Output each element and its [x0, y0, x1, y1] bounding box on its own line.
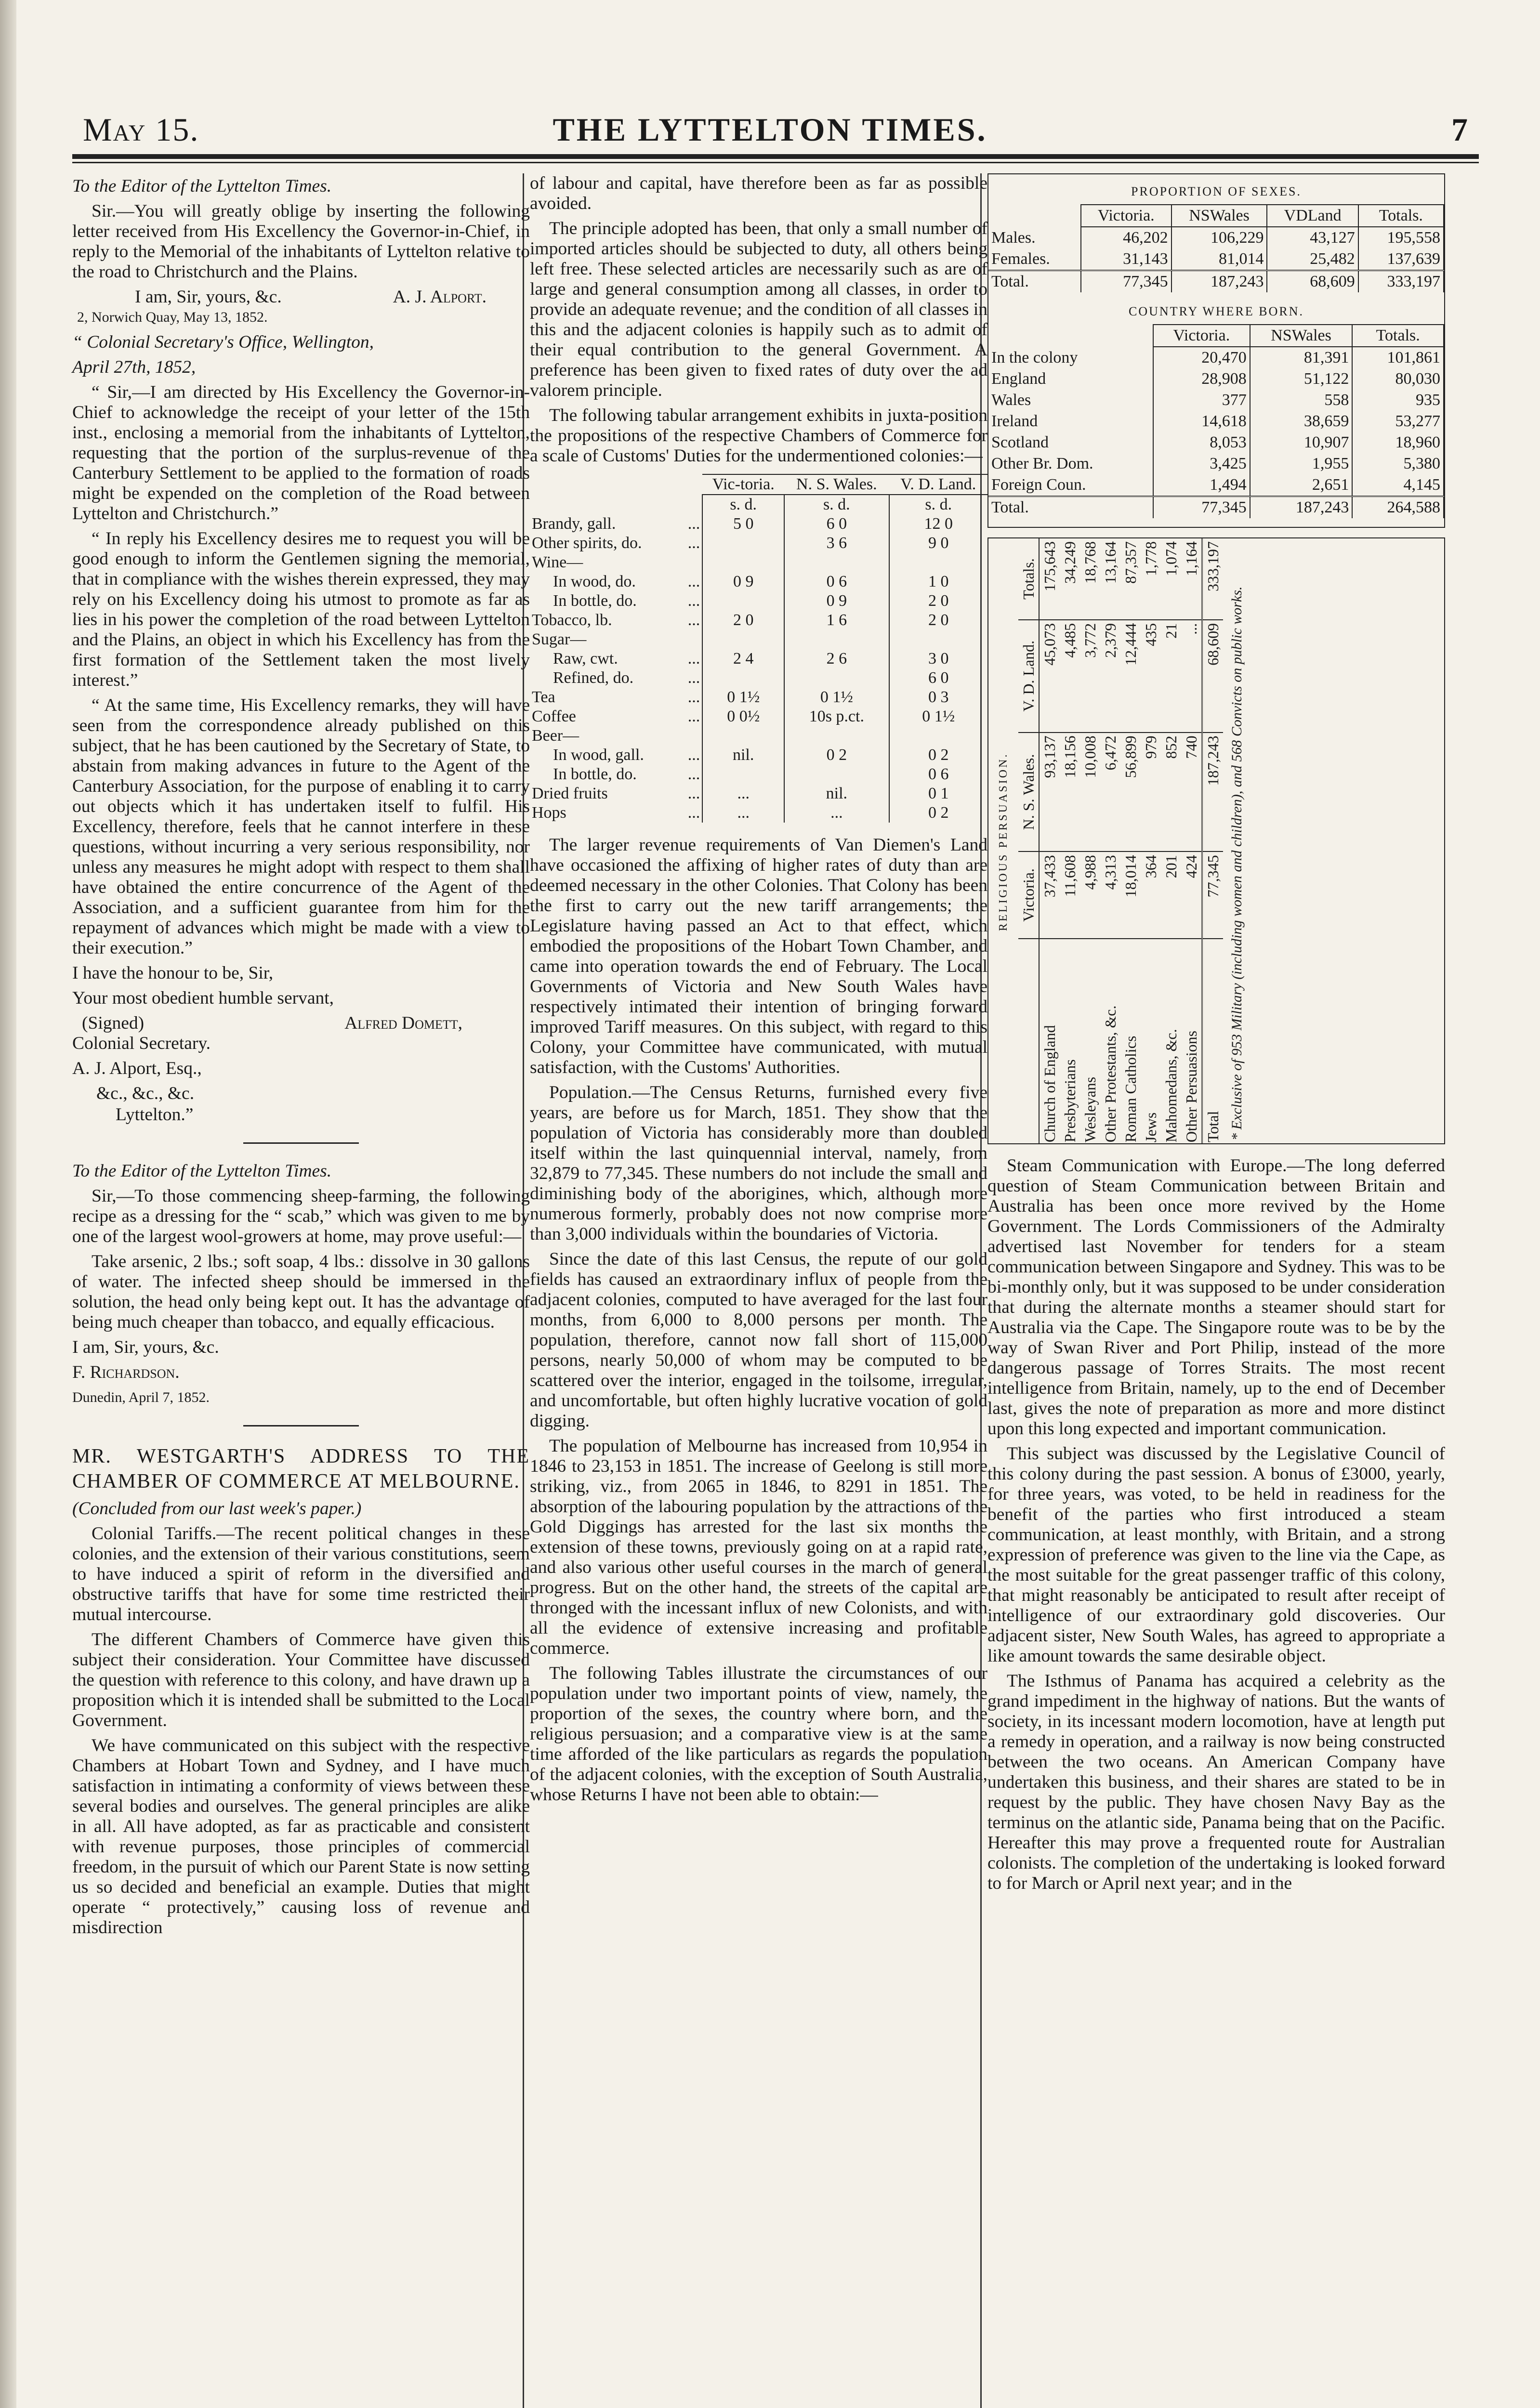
tariff-row: [530, 765, 987, 784]
tariff-value: [702, 553, 784, 572]
row-value: 31,143: [1081, 249, 1171, 271]
total-label: Total: [1202, 939, 1224, 1144]
leader-dots: ...: [687, 611, 700, 629]
tariff-value: [784, 668, 889, 688]
tariff-value: 2 0: [889, 611, 987, 630]
letter1-closing: I am, Sir, yours, &c.: [135, 287, 282, 307]
row-value: 137,639: [1358, 249, 1444, 271]
table-row: [1060, 538, 1080, 1144]
row-value: 43,127: [1267, 227, 1358, 249]
tariff-value: 2 6: [784, 649, 889, 668]
tariff-value: 2 0: [702, 611, 784, 630]
row-value: 10,008: [1080, 733, 1100, 852]
article-para: of labour and capital, have therefore been as far as possible avoided.: [530, 173, 987, 213]
row-label: In the colony: [988, 347, 1153, 368]
row-value: 12,444: [1120, 620, 1141, 733]
article-para: The larger revenue requirements of Van Diemen's Land have occasioned the affixing of higher rates of duty than are deemed necessary in the other Colonies. That Colony has been the first to carry out the new tariff arrangements; the Legislature having passed an Act to that effect, which embodied the propositions of the Hobart Town Chamber, and came into operation towards the end of February. The Local Governments of Victoria and New South Wales have respectively intimated their intention of bringing forward improved Tariff measures. On this subject, with regard to this Colony, your Committee have communicated, with mutual satisfaction, with the Customs' Authorities.: [530, 835, 987, 1077]
row-value: 4,145: [1352, 474, 1444, 497]
tariff-value: [889, 553, 987, 572]
religion-body: [1039, 538, 1223, 1144]
row-value: 852: [1161, 733, 1181, 852]
row-value: 1,955: [1250, 453, 1353, 474]
tariff-unit: s. d.: [784, 495, 889, 514]
row-value: 5,380: [1352, 453, 1444, 474]
total-row: [988, 271, 1444, 293]
leader-dots: ...: [687, 746, 700, 764]
letter1-para: “ At the same time, His Excellency remarks, they will have seen from the correspondence already published on this subject, that he has been cautioned by the Secretary of State, to abstain from making advances in future to the Agent of the Canterbury Association, for the purpose of enabling it to carry out objects which it has undertaken itself to fulfil. His Excellency, therefore, feels that he cannot interfere in these questions, without incurring a very serious responsibility, nor unless any measures he might adopt with respect to them shall have obtained the entire concurrence of the Agent of the Association, and a sufficient guarantee from him for the repayment of advances which might be made with a view to their execution.”: [72, 695, 530, 958]
sexes-body: [988, 227, 1444, 292]
binding-edge: [0, 0, 16, 2408]
article-para: The following tabular arrangement exhibits in juxta-position the propositions of the respective Chambers of Commerce for a scale of Customs' Duties for the undermentioned colonies:—: [530, 406, 987, 466]
row-label: Other Br. Dom.: [988, 453, 1153, 474]
row-label: Wales: [988, 390, 1153, 411]
tariff-value: ...: [702, 803, 784, 823]
row-value: 3,425: [1153, 453, 1250, 474]
tariff-unit: s. d.: [889, 495, 987, 514]
religion-header: N. S. Wales.: [1018, 733, 1039, 852]
row-label: Foreign Coun.: [988, 474, 1153, 497]
tariff-item: Hops: [532, 804, 566, 822]
row-label: Males.: [988, 227, 1081, 249]
row-label: Females.: [988, 249, 1081, 271]
tariff-value: 2 0: [889, 591, 987, 611]
row-value: 1,164: [1181, 538, 1202, 620]
row-value: 6,472: [1100, 733, 1120, 852]
row-value: 28,908: [1153, 368, 1250, 390]
tariff-row: [530, 591, 987, 611]
row-value: 2,651: [1250, 474, 1353, 497]
tariff-item: In bottle, do.: [553, 592, 637, 610]
table-row: [988, 249, 1444, 271]
tariff-value: [702, 591, 784, 611]
article-para: Population.—The Census Returns, furnished every five years, are before us for March, 1851. They show that the population of Victoria has considerably more than doubled itself within the last quinquennial interval, namely, from 32,879 to 77,345. These numbers do not include the small and diminishing body of the aborigines, which, although more numerous formerly, probably does not now comprise more than 3,000 individuals within the boundaries of Victoria.: [530, 1083, 987, 1244]
column-3: [987, 173, 1445, 1898]
leader-dots: [673, 630, 702, 649]
born-body: [988, 347, 1444, 518]
row-label: Other Protestants, &c.: [1102, 1005, 1119, 1142]
row-value: 4,313: [1100, 851, 1120, 938]
tariff-value: 9 0: [889, 534, 987, 553]
tariff-value: [784, 630, 889, 649]
row-value: 11,608: [1060, 851, 1080, 938]
total-row: [1202, 538, 1224, 1144]
letter1-address: 2, Norwich Quay, May 13, 1852.: [77, 309, 268, 325]
born-header: Totals.: [1352, 325, 1444, 347]
row-value: 45,073: [1039, 620, 1060, 733]
table-row: [988, 432, 1444, 453]
religion-caption: RELIGIOUS PERSUASION.: [997, 752, 1010, 931]
letter1-signature: A. J. Alport.: [393, 287, 487, 307]
tariff-value: 0 6: [889, 765, 987, 784]
letter2-para: Take arsenic, 2 lbs.; soft soap, 4 lbs.: dissolve in 30 gallons of water. The infected sheep should be immersed in the solution, the head only being kept out. It has the advantage of being much cheaper than tobacco, and equally efficacious.: [72, 1252, 530, 1332]
tariff-row: [530, 611, 987, 630]
tariff-item: Beer—: [532, 727, 579, 745]
religion-header: Victoria.: [1018, 851, 1039, 938]
tariff-item: Tobacco, lb.: [532, 611, 612, 629]
office-line2: April 27th, 1852,: [72, 357, 196, 377]
row-value: 377: [1153, 390, 1250, 411]
born-header: Victoria.: [1153, 325, 1250, 347]
tariff-value: 1 0: [889, 572, 987, 591]
table-row: [1141, 538, 1161, 1144]
tariff-row: [530, 707, 987, 726]
tariff-value: 0 1: [889, 784, 987, 803]
letter1-para: “ Sir,—I am directed by His Excellency the Governor-in-Chief to acknowledge the receipt of your letter of the 15th inst., enclosing a memorial from the inhabitants of Lyttelton, requesting that the portion of the surplus-revenue of the Canterbury Settlement to be applied to the formation of roads might be expended on the completion of the Road between Lyttelton and Christchurch.”: [72, 382, 530, 523]
row-value: 18,156: [1060, 733, 1080, 852]
row-label: Wesleyans: [1081, 1076, 1099, 1142]
born-caption: COUNTRY WHERE BORN.: [1129, 304, 1304, 318]
row-value: 38,659: [1250, 411, 1353, 432]
row-value: 87,357: [1120, 538, 1141, 620]
tariff-value: 0 9: [702, 572, 784, 591]
row-value: 195,558: [1358, 227, 1444, 249]
row-value: 364: [1141, 851, 1161, 938]
row-value: 21: [1161, 620, 1181, 733]
article-para: The population of Melbourne has increased from 10,954 in 1846 to 23,153 in 1851. The increase of Geelong is still more striking, viz., from 2065 in 1846, to 8291 in 1851. The absorption of the labouring population by the attractions of the Gold Diggings has arrested for the last six months the extension of these towns, previously going on at a rapid rate, and also various other useful courses in the march of general progress. But on the other hand, the streets of the capital are thronged with the incessant influx of new Colonists, and with all the evidence of extensive increasing and profitable commerce.: [530, 1436, 987, 1658]
tariff-value: 0 0½: [702, 707, 784, 726]
leader-dots: ...: [687, 688, 700, 706]
total-value: 264,588: [1352, 497, 1444, 519]
letter1-signer-title: Colonial Secretary.: [72, 1034, 211, 1053]
tariff-item: Refined, do.: [553, 669, 634, 687]
row-value: 740: [1181, 733, 1202, 852]
article-para: The principle adopted has been, that only a small number of imported articles should be subjected to duty, all others being left free. These selected articles are necessarily such as are of large and general consumption among all classes, in order to provide an adequate revenue; and the condition of all classes in this and the adjacent colonies is happily such as to admit of their equal contribution to the general Government. A preference has been given to fixed rates of duty over the ad valorem principle.: [530, 219, 987, 400]
leader-dots: [673, 726, 702, 746]
row-value: 25,482: [1267, 249, 1358, 271]
row-value: 106,229: [1171, 227, 1267, 249]
table-row: [1181, 538, 1202, 1144]
row-label: Jews: [1142, 1112, 1159, 1142]
row-value: 3,772: [1080, 620, 1100, 733]
tariff-value: 10s p.ct.: [784, 707, 889, 726]
row-value: 1,494: [1153, 474, 1250, 497]
letter1-para: Sir.—You will greatly oblige by inserting the following letter received from His Excellency the Governor-in-Chief, in reply to the Memorial of the inhabitants of Lyttelton relative to the road to Christchurch and the Plains.: [72, 201, 530, 282]
row-value: 93,137: [1039, 733, 1060, 852]
tariff-value: [784, 553, 889, 572]
letter1-signed: (Signed): [82, 1013, 145, 1033]
religion-header: Totals.: [1018, 538, 1039, 620]
tariff-value: 5 0: [702, 514, 784, 534]
tariff-header: V. D. Land.: [889, 474, 987, 495]
tariff-value: [702, 630, 784, 649]
tariff-value: 0 2: [784, 746, 889, 765]
total-value: 333,197: [1358, 271, 1444, 293]
tariff-row: [530, 572, 987, 591]
article-para: This subject was discussed by the Legislative Council of this colony during the past session. A bonus of £3000, yearly, for three years, was voted, to be held in readiness for the benefit of the parties who first introduced a steam communication, at least monthly, with Britain, and a strong expression of preference was given to the line via the Cape, as the most suitable for the great passenger traffic of this colony, that might reasonably be anticipated to result after receipt of intelligence of our extraordinary gold discoveries. Our adjacent sister, New South Wales, has agreed to appropriate a like amount towards the same desirable object.: [987, 1444, 1445, 1666]
row-value: 2,379: [1100, 620, 1120, 733]
row-value: 8,053: [1153, 432, 1250, 453]
row-value: ...: [1181, 620, 1202, 733]
row-value: 175,643: [1039, 538, 1060, 620]
total-value: 77,345: [1081, 271, 1171, 293]
tariff-item: Wine—: [532, 553, 583, 571]
total-value: 77,345: [1153, 497, 1250, 519]
tariff-value: 0 3: [889, 688, 987, 707]
leader-dots: ...: [687, 804, 700, 822]
total-label: Total.: [988, 497, 1153, 519]
tariff-value: [784, 726, 889, 746]
tariff-item: In bottle, do.: [553, 765, 637, 783]
tariff-row: [530, 746, 987, 765]
letter1-honour: I have the honour to be, Sir,: [72, 963, 274, 983]
tariff-value: [702, 765, 784, 784]
row-value: 10,907: [1250, 432, 1353, 453]
tariff-row: [530, 803, 987, 823]
religion-table-frame: [987, 537, 1445, 1144]
tariff-value: [702, 668, 784, 688]
tariff-value: 0 2: [889, 746, 987, 765]
masthead-date: May 15.: [83, 111, 199, 148]
tariff-value: [702, 534, 784, 553]
column-1: [72, 173, 530, 1943]
row-value: 46,202: [1081, 227, 1171, 249]
tariff-item: Tea: [532, 688, 555, 706]
row-value: 18,960: [1352, 432, 1444, 453]
row-value: 56,899: [1120, 733, 1141, 852]
row-value: 1,778: [1141, 538, 1161, 620]
row-label: England: [988, 368, 1153, 390]
row-value: 201: [1161, 851, 1181, 938]
table-row: [988, 390, 1444, 411]
table-row: [1039, 538, 1060, 1144]
row-value: 979: [1141, 733, 1161, 852]
row-value: 101,861: [1352, 347, 1444, 368]
letter1-heading: To the Editor of the Lyttelton Times.: [72, 176, 332, 196]
tariff-value: [889, 630, 987, 649]
table-row: [988, 227, 1444, 249]
sexes-header: Victoria.: [1081, 205, 1171, 227]
tariff-item: Raw, cwt.: [553, 650, 618, 667]
row-label: Other Persuasions: [1183, 1031, 1200, 1142]
row-value: 20,470: [1153, 347, 1250, 368]
tariff-value: 0 1½: [784, 688, 889, 707]
table-row: [1161, 538, 1181, 1144]
letter2-signature: F. Richardson.: [72, 1362, 180, 1382]
tariff-item: Dried fruits: [532, 785, 608, 802]
letter2-para: Sir,—To those commencing sheep-farming, the following recipe as a dressing for the “ scab,” which was given to me by one of the largest wool-growers at home, may prove useful:—: [72, 1186, 530, 1246]
tariff-body: [530, 514, 987, 823]
tariff-value: ...: [702, 784, 784, 803]
tariff-value: [702, 726, 784, 746]
letter1-signer: Alfred Domett,: [344, 1013, 462, 1033]
article-para: We have communicated on this subject with the respective Chambers at Hobart Town and Sydney, and I have much satisfaction in intimating a conformity of views between these several bodies and ourselves. The general principles are alike in all. All have adopted, as far as practicable and consistent with revenue purposes, those principles of commercial freedom, in the pursuit of which our Parent State is now setting us so decided and beneficial an example. Duties that might operate “ protectively,” causing loss of revenue and misdirection: [72, 1736, 530, 1937]
article-para: The following Tables illustrate the circumstances of our population under two important points of view, namely, the proportion of the sexes, the country where born, and the religious persuasion; and a comparative view is at the same time afforded of the like particulars as regards the population of the adjacent colonies, with the exception of South Australia, whose Returns I have not been able to obtain:—: [530, 1663, 987, 1805]
row-value: 81,014: [1171, 249, 1267, 271]
tariff-item: Brandy, gall.: [532, 515, 616, 533]
letter1-para: “ In reply his Excellency desires me to request you will be good enough to inform the Gentlemen signing the memorial, that in compliance with the wishes therein expressed, they may rely on his Excellency doing his utmost to promote as far as lies in his power the completion of the road between Lyttelton and the Plains, an object in which his Excellency has from the first formation of the Settlement taken the most lively interest.”: [72, 529, 530, 690]
column-2: [530, 173, 987, 1810]
page-number: 7: [1451, 111, 1469, 148]
article-para: The Isthmus of Panama has acquired a celebrity as the grand impediment in the highway of nations. But the wants of society, in its incessant modern locomotion, have at length put a remedy in operation, and a railway is now being constructed between the two oceans. An American Company have undertaken this business, and their shares are stated to be in request by the public. They have chosen Navy Bay as the terminus on the atlantic side, Panama being that on the Pacific. Hereafter this may prove a frequented route for Australian colonists. The completion of the undertaking is looked forward to for March or April next year; and in the: [987, 1671, 1445, 1893]
total-value: 68,609: [1202, 620, 1224, 733]
row-value: 1,074: [1161, 538, 1181, 620]
row-value: 81,391: [1250, 347, 1353, 368]
sexes-caption: PROPORTION OF SEXES.: [1131, 184, 1302, 198]
tariff-row: [530, 726, 987, 746]
sexes-header: Totals.: [1358, 205, 1444, 227]
tariff-row: [530, 668, 987, 688]
born-header: NSWales: [1250, 325, 1353, 347]
article-subheading: (Concluded from our last week's paper.): [72, 1499, 362, 1518]
tariff-row: [530, 630, 987, 649]
tariff-item: In wood, gall.: [553, 746, 644, 764]
row-value: 14,618: [1153, 411, 1250, 432]
article-para: Steam Communication with Europe.—The long deferred question of Steam Communication between Britain and Australia has been once more revived by the Home Government. The Lords Commissioners of the Admiralty advertised last November for tenders for a steam communication between Singapore and Sydney. This was to be bi-monthly only, but it was supposed to be under consideration that during the alternate months a steamer should start for Australia via the Cape. The Singapore route was to be by the way of Swan River and Port Philip, instead of the more dangerous passage of Torres Straits. The most recent intelligence from Britain, namely, up to the end of December last, gives the note of preparation as more and more distinct upon this long expected and important communication.: [987, 1156, 1445, 1439]
total-label: Total.: [988, 271, 1081, 293]
tariff-item: Other spirits, do.: [532, 534, 642, 552]
tariff-value: nil.: [784, 784, 889, 803]
article-heading: MR. WESTGARTH'S ADDRESS TO THE CHAMBER OF COMMERCE AT MELBOURNE.: [72, 1445, 530, 1492]
row-label: Ireland: [988, 411, 1153, 432]
row-value: 34,249: [1060, 538, 1080, 620]
tariff-value: 0 1½: [889, 707, 987, 726]
section-divider: [243, 1425, 359, 1426]
tariff-row: [530, 534, 987, 553]
masthead-rule-thin: [72, 162, 1479, 163]
total-row: [988, 497, 1444, 519]
total-value: 68,609: [1267, 271, 1358, 293]
table-row: [988, 411, 1444, 432]
tariff-item: Coffee: [532, 707, 576, 725]
religion-note: * Exclusive of 953 Military (including women and children), and 568 Convicts on public works.: [1229, 586, 1245, 1140]
row-value: 4,988: [1080, 851, 1100, 938]
table-row: [988, 474, 1444, 497]
leader-dots: ...: [687, 765, 700, 783]
tariff-value: 6 0: [784, 514, 889, 534]
tariff-row: [530, 553, 987, 572]
row-value: 4,485: [1060, 620, 1080, 733]
tariff-value: nil.: [702, 746, 784, 765]
masthead-title: THE LYTTELTON TIMES.: [553, 111, 987, 148]
leader-dots: ...: [687, 515, 700, 533]
letter1-addr1: A. J. Alport, Esq.,: [72, 1059, 202, 1078]
tariff-value: 3 0: [889, 649, 987, 668]
leader-dots: ...: [687, 573, 700, 590]
row-value: 53,277: [1352, 411, 1444, 432]
tariff-table: [530, 474, 987, 823]
row-value: 37,433: [1039, 851, 1060, 938]
tariff-value: 6 0: [889, 668, 987, 688]
leader-dots: ...: [687, 785, 700, 802]
row-value: 435: [1141, 620, 1161, 733]
row-value: 18,768: [1080, 538, 1100, 620]
tariff-unit: s. d.: [702, 495, 784, 514]
row-value: 424: [1181, 851, 1202, 938]
sexes-header: NSWales: [1171, 205, 1267, 227]
tariff-item: In wood, do.: [553, 573, 636, 590]
tariff-value: 3 6: [784, 534, 889, 553]
row-label: Presbyterians: [1061, 1059, 1079, 1142]
table-row: [988, 453, 1444, 474]
tariff-value: 12 0: [889, 514, 987, 534]
row-value: 558: [1250, 390, 1353, 411]
tariff-value: 0 6: [784, 572, 889, 591]
table-row: [988, 368, 1444, 390]
letter1-signed-line: [72, 1013, 530, 1034]
table-row: [1100, 538, 1120, 1144]
letter2-closing: I am, Sir, yours, &c.: [72, 1337, 219, 1357]
leader-dots: ...: [687, 534, 700, 552]
tariff-value: 1 6: [784, 611, 889, 630]
letter1-signature-line: [72, 287, 530, 307]
letter1-addr2: &c., &c., &c.: [96, 1084, 195, 1103]
tariff-value: 0 1½: [702, 688, 784, 707]
row-value: 13,164: [1100, 538, 1120, 620]
sexes-header: VDLand: [1267, 205, 1358, 227]
row-label: Roman Catholics: [1122, 1035, 1139, 1142]
tariff-row: [530, 514, 987, 534]
leader-dots: ...: [687, 707, 700, 725]
section-divider: [243, 1142, 359, 1144]
letter1-servant: Your most obedient humble servant,: [72, 988, 334, 1008]
tariff-header: Vic-toria.: [702, 474, 784, 495]
tariff-header: N. S. Wales.: [784, 474, 889, 495]
leader-dots: ...: [687, 650, 700, 667]
total-value: 187,243: [1171, 271, 1267, 293]
total-value: 187,243: [1250, 497, 1353, 519]
row-value: 18,014: [1120, 851, 1141, 938]
article-para: Colonial Tariffs.—The recent political changes in these colonies, and the extension of their various constitutions, seem to have induced a spirit of reform in the diversified and obstructive tariffs that have for some time restricted their mutual intercourse.: [72, 1524, 530, 1624]
census-tables: [987, 173, 1445, 528]
article-para: Since the date of this last Census, the repute of our gold fields has caused an extraordinary influx of people from the adjacent colonies, computed to have averaged for the last four months, from 6,000 to 8,000 persons per month. The population, therefore, cannot now fall short of 115,000 persons, nearly 50,000 of whom may be computed to be scattered over the interior, engaged in the toilsome, irregular, and uncomfortable, but often highly lucrative vocation of gold digging.: [530, 1249, 987, 1431]
table-row: [1120, 538, 1141, 1144]
sexes-table: [988, 176, 1444, 292]
office-line1: “ Colonial Secretary's Office, Wellington,: [72, 332, 374, 352]
letter2-heading: To the Editor of the Lyttelton Times.: [72, 1161, 332, 1181]
total-value: 187,243: [1202, 733, 1224, 852]
total-value: 333,197: [1202, 538, 1224, 620]
table-row: [1080, 538, 1100, 1144]
row-label: Church of England: [1041, 1025, 1058, 1142]
tariff-item: Sugar—: [532, 630, 587, 648]
leader-dots: ...: [687, 669, 700, 687]
tariff-row: [530, 784, 987, 803]
row-label: Mahomedans, &c.: [1162, 1029, 1180, 1142]
religion-table: [1018, 538, 1223, 1144]
letter2-place: Dunedin, April 7, 1852.: [72, 1389, 210, 1405]
leader-dots: [673, 553, 702, 572]
row-value: 51,122: [1250, 368, 1353, 390]
row-label: Scotland: [988, 432, 1153, 453]
total-value: 77,345: [1202, 851, 1224, 938]
leader-dots: ...: [687, 592, 700, 610]
article-para: The different Chambers of Commerce have given this subject their consideration. Your Committee have discussed the question with reference to this colony, and have drawn up a proposition which it is intended shall be submitted to the Local Government.: [72, 1630, 530, 1730]
tariff-value: [784, 765, 889, 784]
religion-header: V. D. Land.: [1018, 620, 1039, 733]
row-value: 935: [1352, 390, 1444, 411]
tariff-row: [530, 649, 987, 668]
masthead-rule: [72, 154, 1479, 159]
tariff-row: [530, 688, 987, 707]
letter1-addr3: Lyttelton.”: [116, 1105, 194, 1125]
tariff-value: 0 9: [784, 591, 889, 611]
row-value: 80,030: [1352, 368, 1444, 390]
tariff-value: 2 4: [702, 649, 784, 668]
tariff-value: 0 2: [889, 803, 987, 823]
table-row: [988, 347, 1444, 368]
tariff-value: [889, 726, 987, 746]
tariff-value: ...: [784, 803, 889, 823]
born-table: [988, 296, 1444, 518]
religion-table-rotated: [988, 538, 1444, 1144]
